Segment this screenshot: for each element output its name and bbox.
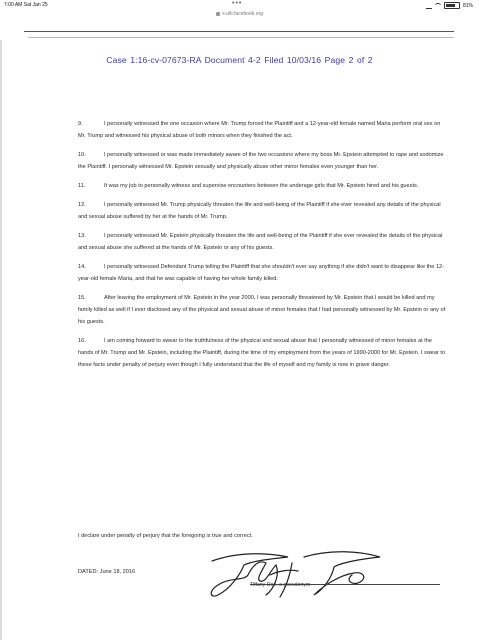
paragraph-number: 14.: [78, 264, 86, 270]
paragraph-text: I am coming forward to swear to the truthfulness of the physical and sexual abuse that I personally witnessed of minor females at the hands of Mr. Trump and Mr. Epstein, including the Plaintiff, during the time of my employment from the years of 1990-2000 for Mr. Epstein. I swear to these facts under penalty of perjury even though I fully understand that the life of myself and my family is now in grave danger.: [78, 338, 446, 368]
signal-icon: [426, 3, 432, 9]
url-text[interactable]: s-ulti.facebook.org: [222, 11, 263, 17]
paragraph-number: 13.: [78, 233, 86, 239]
paragraph-12: [78, 199, 446, 223]
paragraph-number: 11.: [78, 183, 86, 189]
url-bar[interactable]: [0, 11, 479, 17]
paragraph-10: [78, 149, 446, 173]
document-top-rule: [24, 31, 454, 32]
paragraph-text: I personally witnessed Mr. Trump physically threaten the life and well-being of the Plaintiff if she ever revealed any details of the physical and sexual abuse suffered by her at the hands of Mr. Trump.: [78, 202, 441, 220]
paragraph-text: It was my job to personally witness and supervise encounters between the underage girls that Mr. Epstein hired and his guests.: [104, 183, 419, 189]
paragraph-15: [78, 292, 446, 328]
handwritten-signature: [200, 545, 440, 605]
battery-percent: 81%: [462, 2, 473, 9]
paragraph-text: I personally witnessed Mr. Epstein physically threaten the life and well-being of the Plaintiff if she ever revealed the details of the physical and sexual abuse she suffered at the hands of Mr. Epstein or any of his guests.: [78, 233, 443, 251]
paragraph-number: 10.: [78, 152, 86, 158]
case-header: Case 1:16-cv-07673-RA Document 4-2 Filed 10/03/16 Page 2 of 2: [106, 55, 373, 65]
paragraph-number: 15.: [78, 295, 86, 301]
lock-icon: [216, 12, 220, 16]
document-top-rule-faint: [28, 37, 454, 38]
paragraph-text: I personally witnessed the one occasion where Mr. Trump forced the Plaintiff and a 12-year-old female named Maria perform oral sex on Mr. Trump and witnessed his physical abuse of both minors when they finished the act.: [78, 121, 441, 139]
paragraph-text: After leaving the employment of Mr. Epstein in the year 2000, I was personally threatened by Mr. Epstein that I would be killed and my family killed as well if I ever disclosed any of the physical and sexual abuse of minor females that I had personally witnessed by Mr. Epstein or any of his guests.: [78, 295, 446, 325]
paragraph-11: [78, 180, 446, 192]
tab-dots-icon[interactable]: •••: [232, 0, 243, 7]
declaration-statement: I declare under penalty of perjury that the foregoing is true and correct.: [78, 533, 253, 539]
paragraph-number: 9.: [78, 121, 83, 127]
paragraph-13: [78, 230, 446, 254]
battery-icon: [444, 2, 460, 9]
paragraph-9: [78, 118, 446, 142]
paragraph-number: 16.: [78, 338, 86, 344]
status-right: [426, 2, 473, 9]
paragraph-14: [78, 261, 446, 285]
paragraph-16: [78, 335, 446, 371]
page-edge: [0, 40, 2, 640]
wifi-icon: [435, 3, 441, 8]
status-time: 7:00 AM Sat Jan 25: [4, 2, 48, 8]
signer-name: Tiffany Doe, a pseudonym: [250, 582, 311, 588]
paragraph-text: I personally witnessed Defendant Trump telling the Plaintiff that she shouldn't ever say anything if she didn't want to disappear like the 12-year-old female Maria, and that he was capable of having her whole family killed.: [78, 264, 445, 282]
paragraph-number: 12.: [78, 202, 86, 208]
document-body: [78, 118, 446, 378]
dated-line: DATED: June 18, 2016: [78, 569, 136, 575]
paragraph-text: I personally witnessed or was made immediately aware of the two occasions where my boss Mr. Epstein attempted to rape and sodomize the Plaintiff. I personally witnessed Mr. Epstein sexually and physically abuse other minor females even younger than her.: [78, 152, 444, 170]
